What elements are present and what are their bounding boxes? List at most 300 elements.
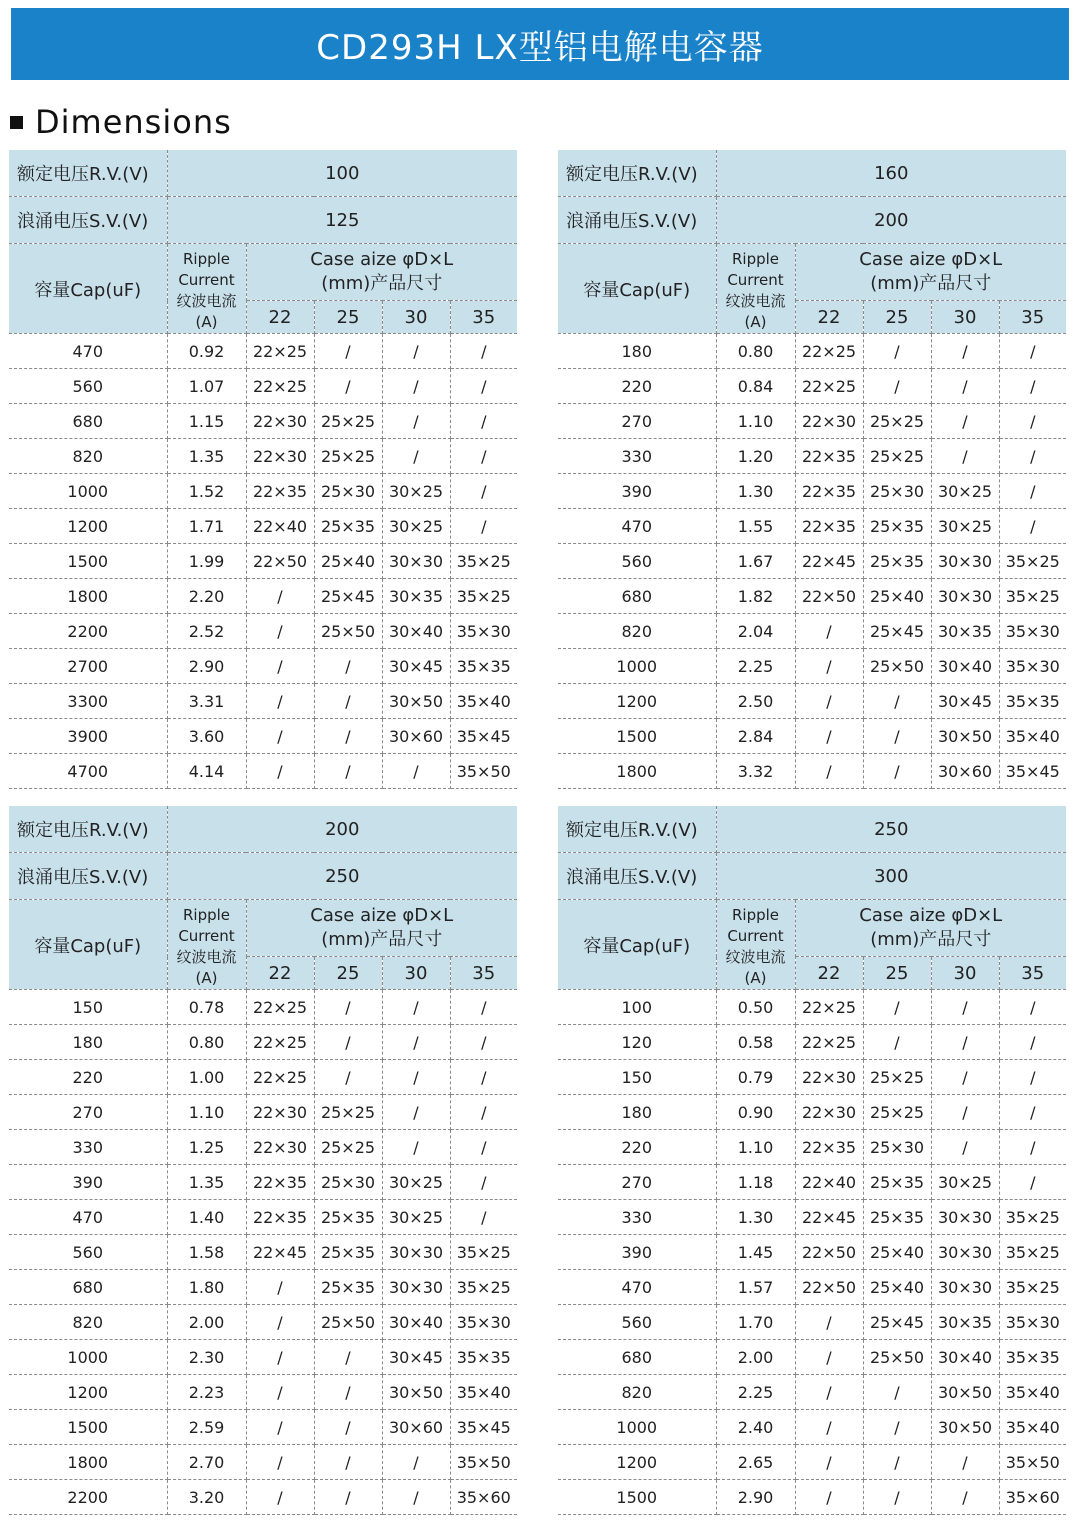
case-30-cell: / [931,334,999,369]
diameter-header: 30 [382,301,450,334]
ripple-header-line: (A) [744,313,767,331]
case-22-cell: 22×25 [246,1025,314,1060]
column-header-row [558,244,1066,301]
ripple-header-line: 纹波电流 [725,948,786,966]
case-35-cell: 35×50 [450,754,517,789]
capacitance-cell: 1000 [9,474,167,509]
ripple-header-line: Current [178,271,235,289]
case-22-cell: 22×45 [246,1235,314,1270]
table-row [558,1305,1066,1340]
table-row [9,544,517,579]
case-22-cell: / [246,649,314,684]
case-30-cell: 30×35 [931,614,999,649]
case-35-cell: / [999,334,1066,369]
case-header-line: Case aize φD×L [310,905,454,926]
section-title-text: Dimensions [35,103,232,141]
case-30-cell: / [382,990,450,1025]
surge-voltage-value: 300 [716,853,1066,900]
case-25-cell: 25×35 [863,1200,931,1235]
ripple-cell: 2.59 [167,1410,246,1445]
table-row [558,1480,1066,1515]
ripple-cell: 1.10 [167,1095,246,1130]
ripple-header-line: Ripple [731,906,780,924]
ripple-cell: 1.30 [716,474,795,509]
surge-voltage-label: 浪涌电压S.V.(V) [9,197,167,244]
case-35-cell: 35×60 [999,1480,1066,1515]
capacitance-cell: 180 [558,1095,716,1130]
table-row [558,439,1066,474]
case-35-cell: / [450,474,517,509]
case-25-cell: / [314,1445,382,1480]
case-22-cell: 22×45 [795,1200,863,1235]
case-22-cell: / [795,719,863,754]
case-22-cell: 22×25 [246,990,314,1025]
capacitance-cell: 820 [9,439,167,474]
case-30-cell: / [382,369,450,404]
case-22-cell: / [246,1305,314,1340]
surge-voltage-row [558,853,1066,900]
case-35-cell: / [450,404,517,439]
case-25-cell: 25×40 [863,579,931,614]
case-22-cell: 22×45 [795,544,863,579]
capacitance-cell: 4700 [9,754,167,789]
case-25-cell: 25×50 [314,614,382,649]
case-22-cell: / [246,1445,314,1480]
table-row [558,1340,1066,1375]
case-header-line: (mm)产品尺寸 [870,929,992,950]
case-25-cell: 25×35 [863,509,931,544]
case-30-cell: 30×60 [931,754,999,789]
capacitance-cell: 820 [9,1305,167,1340]
case-30-cell: 30×30 [931,544,999,579]
capacitance-cell: 1200 [558,1445,716,1480]
case-22-cell: 22×35 [795,509,863,544]
case-22-cell: / [246,684,314,719]
case-22-cell: 22×30 [795,1095,863,1130]
case-22-cell: 22×35 [246,1200,314,1235]
table-row [558,1235,1066,1270]
capacitance-cell: 2200 [9,614,167,649]
case-30-cell: 30×45 [931,684,999,719]
case-25-cell: / [314,990,382,1025]
capacitance-cell: 150 [9,990,167,1025]
table-row [558,614,1066,649]
spec-table-200v [9,806,517,1518]
case-22-cell: / [246,719,314,754]
table-row [9,1200,517,1235]
case-22-cell: / [246,614,314,649]
case-25-cell: / [314,1480,382,1515]
ripple-cell: 1.71 [167,509,246,544]
case-22-cell: 22×25 [246,369,314,404]
capacitance-cell: 680 [558,1340,716,1375]
case-25-cell: 25×35 [863,1165,931,1200]
case-30-cell: 30×40 [382,1305,450,1340]
case-35-cell: 35×25 [450,1235,517,1270]
case-25-cell: 25×45 [863,614,931,649]
capacitance-cell: 180 [9,1025,167,1060]
capacitance-cell: 220 [9,1060,167,1095]
case-25-cell: 25×30 [863,1130,931,1165]
table-row [9,579,517,614]
case-25-cell: 25×30 [314,474,382,509]
case-30-cell: / [382,439,450,474]
ripple-cell: 2.25 [716,1375,795,1410]
case-25-cell: / [314,1025,382,1060]
ripple-current-header [167,900,246,990]
case-22-cell: / [246,1270,314,1305]
case-header-line: Case aize φD×L [859,249,1003,270]
case-30-cell: 30×40 [382,614,450,649]
case-22-cell: 22×40 [246,509,314,544]
case-size-header [246,244,517,301]
case-35-cell: / [450,1130,517,1165]
ripple-cell: 0.78 [167,990,246,1025]
capacitance-cell: 3300 [9,684,167,719]
dimensions-table [558,806,1066,1515]
table-row [9,474,517,509]
case-25-cell: / [314,1410,382,1445]
case-25-cell: / [863,990,931,1025]
case-22-cell: 22×35 [795,474,863,509]
surge-voltage-row [558,197,1066,244]
case-25-cell: / [314,684,382,719]
table-row [558,1025,1066,1060]
rated-voltage-label: 额定电压R.V.(V) [9,150,167,197]
ripple-cell: 2.65 [716,1445,795,1480]
ripple-cell: 2.52 [167,614,246,649]
case-25-cell: 25×40 [863,1235,931,1270]
capacitance-cell: 1500 [9,544,167,579]
table-row [9,1445,517,1480]
ripple-cell: 0.50 [716,990,795,1025]
ripple-cell: 1.10 [716,1130,795,1165]
table-row [558,509,1066,544]
case-35-cell: / [999,404,1066,439]
case-30-cell: / [931,1060,999,1095]
diameter-header: 22 [246,957,314,990]
case-35-cell: 35×25 [999,1235,1066,1270]
capacitance-cell: 1000 [9,1340,167,1375]
case-22-cell: 22×30 [246,1130,314,1165]
capacitance-header: 容量Cap(uF) [558,244,716,334]
case-35-cell: / [450,1025,517,1060]
case-header-line: (mm)产品尺寸 [321,929,443,950]
case-25-cell: 25×45 [863,1305,931,1340]
case-25-cell: / [863,719,931,754]
table-row [9,990,517,1025]
ripple-cell: 1.15 [167,404,246,439]
case-30-cell: 30×25 [382,1165,450,1200]
ripple-cell: 2.20 [167,579,246,614]
case-25-cell: 25×50 [863,649,931,684]
case-22-cell: 22×25 [795,990,863,1025]
diameter-header: 22 [795,957,863,990]
capacitance-cell: 470 [9,1200,167,1235]
capacitance-cell: 270 [558,1165,716,1200]
capacitance-cell: 470 [9,334,167,369]
case-22-cell: 22×50 [795,579,863,614]
surge-voltage-label: 浪涌电压S.V.(V) [9,853,167,900]
case-30-cell: 30×40 [931,1340,999,1375]
rated-voltage-row [9,150,517,197]
case-35-cell: / [450,369,517,404]
table-row [558,754,1066,789]
case-22-cell: 22×25 [795,1025,863,1060]
diameter-header: 35 [450,301,517,334]
case-35-cell: 35×30 [999,1305,1066,1340]
ripple-header-line: Current [727,927,784,945]
ripple-cell: 1.99 [167,544,246,579]
ripple-cell: 2.00 [167,1305,246,1340]
table-row [9,509,517,544]
case-header-line: Case aize φD×L [859,905,1003,926]
capacitance-cell: 560 [9,369,167,404]
case-30-cell: 30×30 [382,1270,450,1305]
rated-voltage-label: 额定电压R.V.(V) [9,806,167,853]
case-22-cell: 22×25 [795,369,863,404]
case-35-cell: 35×25 [450,544,517,579]
case-35-cell: 35×25 [450,1270,517,1305]
case-35-cell: 35×40 [999,719,1066,754]
diameter-header: 35 [450,957,517,990]
ripple-cell: 4.14 [167,754,246,789]
case-25-cell: 25×35 [314,509,382,544]
table-row [558,544,1066,579]
ripple-cell: 1.80 [167,1270,246,1305]
case-30-cell: 30×30 [931,1235,999,1270]
ripple-cell: 1.25 [167,1130,246,1165]
diameter-header: 30 [382,957,450,990]
ripple-cell: 0.84 [716,369,795,404]
table-row [9,614,517,649]
table-row [9,1060,517,1095]
case-30-cell: 30×45 [382,1340,450,1375]
case-25-cell: / [314,649,382,684]
case-35-cell: / [450,990,517,1025]
case-35-cell: 35×30 [450,1305,517,1340]
ripple-cell: 1.82 [716,579,795,614]
case-30-cell: / [382,1060,450,1095]
dimensions-table [558,150,1066,789]
case-25-cell: / [314,369,382,404]
section-heading [10,100,232,144]
table-row [558,1375,1066,1410]
ripple-cell: 1.35 [167,1165,246,1200]
case-22-cell: 22×50 [246,544,314,579]
ripple-current-header [167,244,246,334]
ripple-cell: 2.84 [716,719,795,754]
capacitance-cell: 100 [558,990,716,1025]
table-row [9,719,517,754]
case-25-cell: 25×30 [863,474,931,509]
case-30-cell: 30×25 [931,474,999,509]
case-30-cell: / [931,369,999,404]
case-35-cell: 35×45 [999,754,1066,789]
case-30-cell: / [931,1025,999,1060]
case-22-cell: / [795,1375,863,1410]
title-banner [11,8,1069,80]
ripple-cell: 3.31 [167,684,246,719]
capacitance-cell: 1500 [9,1410,167,1445]
case-25-cell: / [863,1480,931,1515]
ripple-header-line: (A) [195,969,218,987]
column-header-row [9,900,517,957]
case-25-cell: / [863,369,931,404]
case-header-line: (mm)产品尺寸 [321,273,443,294]
case-25-cell: / [863,1410,931,1445]
ripple-header-line: Ripple [182,906,231,924]
spec-table-250v [558,806,1066,1518]
ripple-cell: 0.90 [716,1095,795,1130]
surge-voltage-row [9,853,517,900]
capacitance-cell: 1500 [558,719,716,754]
case-30-cell: / [931,1095,999,1130]
ripple-header-line: (A) [195,313,218,331]
ripple-cell: 1.55 [716,509,795,544]
case-25-cell: 25×35 [314,1235,382,1270]
ripple-cell: 2.23 [167,1375,246,1410]
case-22-cell: / [246,579,314,614]
case-35-cell: 35×35 [450,649,517,684]
case-30-cell: 30×30 [382,544,450,579]
ripple-cell: 2.90 [167,649,246,684]
dimensions-table [9,150,517,789]
capacitance-cell: 2700 [9,649,167,684]
case-30-cell: / [931,1130,999,1165]
case-25-cell: 25×25 [863,1095,931,1130]
ripple-cell: 1.52 [167,474,246,509]
case-35-cell: 35×25 [999,579,1066,614]
case-header-line: Case aize φD×L [310,249,454,270]
table-row [558,1130,1066,1165]
diameter-header: 30 [931,957,999,990]
case-25-cell: 25×25 [863,439,931,474]
case-22-cell: 22×30 [246,404,314,439]
capacitance-cell: 270 [558,404,716,439]
ripple-cell: 1.57 [716,1270,795,1305]
case-25-cell: / [314,1340,382,1375]
ripple-cell: 2.04 [716,614,795,649]
case-35-cell: 35×60 [450,1480,517,1515]
capacitance-cell: 330 [9,1130,167,1165]
table-row [9,754,517,789]
capacitance-cell: 220 [558,369,716,404]
case-25-cell: / [314,334,382,369]
case-22-cell: 22×35 [795,1130,863,1165]
ripple-header-line: Current [727,271,784,289]
case-35-cell: 35×35 [999,1340,1066,1375]
ripple-cell: 3.32 [716,754,795,789]
case-35-cell: / [450,439,517,474]
capacitance-cell: 1500 [558,1480,716,1515]
capacitance-cell: 2200 [9,1480,167,1515]
table-row [558,990,1066,1025]
case-35-cell: 35×45 [450,719,517,754]
ripple-cell: 0.80 [716,334,795,369]
surge-voltage-value: 250 [167,853,517,900]
table-row [9,369,517,404]
ripple-header-line: 纹波电流 [176,948,237,966]
table-row [558,1095,1066,1130]
surge-voltage-label: 浪涌电压S.V.(V) [558,853,716,900]
capacitance-cell: 560 [558,1305,716,1340]
case-35-cell: 35×25 [999,1200,1066,1235]
case-35-cell: / [999,1025,1066,1060]
ripple-cell: 2.40 [716,1410,795,1445]
case-35-cell: / [450,1095,517,1130]
capacitance-cell: 390 [9,1165,167,1200]
case-22-cell: / [795,614,863,649]
case-22-cell: 22×30 [246,1095,314,1130]
ripple-header-line: 纹波电流 [725,292,786,310]
case-size-header [795,244,1066,301]
table-row [558,1445,1066,1480]
case-30-cell: / [931,404,999,439]
case-35-cell: 35×45 [450,1410,517,1445]
case-size-header [795,900,1066,957]
case-22-cell: 22×25 [246,1060,314,1095]
case-22-cell: / [246,754,314,789]
diameter-header: 22 [246,301,314,334]
ripple-header-line: 纹波电流 [176,292,237,310]
case-22-cell: 22×30 [246,439,314,474]
table-row [9,334,517,369]
rated-voltage-value: 100 [167,150,517,197]
rated-voltage-row [9,806,517,853]
case-22-cell: 22×25 [795,334,863,369]
capacitance-cell: 470 [558,509,716,544]
case-25-cell: / [314,1375,382,1410]
ripple-cell: 1.10 [716,404,795,439]
ripple-cell: 3.20 [167,1480,246,1515]
case-25-cell: 25×35 [863,544,931,579]
table-row [9,1340,517,1375]
capacitance-cell: 1800 [9,579,167,614]
table-row [9,1375,517,1410]
case-22-cell: / [795,684,863,719]
case-30-cell: 30×50 [931,719,999,754]
capacitance-cell: 390 [558,474,716,509]
table-row [9,1025,517,1060]
capacitance-header: 容量Cap(uF) [9,900,167,990]
capacitance-cell: 120 [558,1025,716,1060]
capacitance-cell: 680 [9,404,167,439]
case-30-cell: / [382,1480,450,1515]
surge-voltage-row [9,197,517,244]
table-row [558,719,1066,754]
case-25-cell: 25×40 [314,544,382,579]
case-35-cell: / [450,1060,517,1095]
spec-table-100v [9,150,517,808]
case-35-cell: / [999,509,1066,544]
diameter-header: 35 [999,301,1066,334]
capacitance-cell: 220 [558,1130,716,1165]
ripple-cell: 1.00 [167,1060,246,1095]
table-row [9,1235,517,1270]
diameter-header: 30 [931,301,999,334]
surge-voltage-value: 200 [716,197,1066,244]
column-header-row [558,900,1066,957]
case-25-cell: / [863,684,931,719]
rated-voltage-label: 额定电压R.V.(V) [558,806,716,853]
case-22-cell: / [246,1410,314,1445]
ripple-cell: 2.25 [716,649,795,684]
case-22-cell: 22×40 [795,1165,863,1200]
capacitance-cell: 1200 [558,684,716,719]
capacitance-cell: 1800 [558,754,716,789]
table-row [558,1410,1066,1445]
